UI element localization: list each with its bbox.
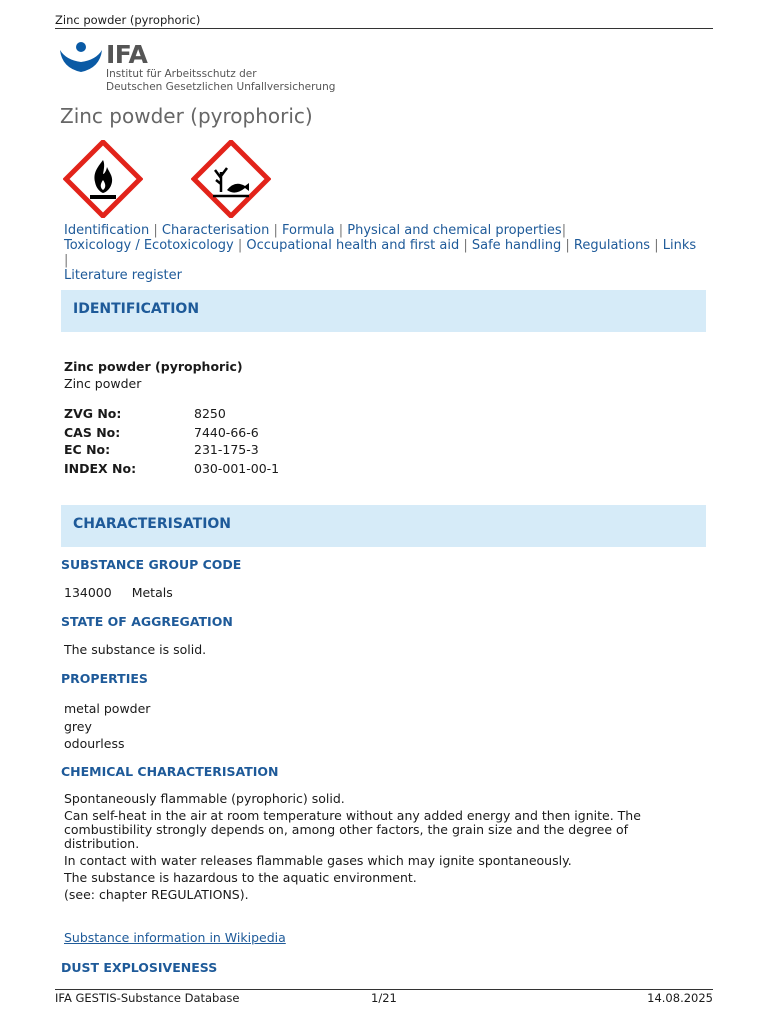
property-item: grey	[64, 718, 92, 734]
ifa-eagle-icon	[60, 42, 102, 76]
chemical-line: Spontaneously flammable (pyrophoric) solid.	[64, 791, 345, 806]
document-footer	[55, 989, 713, 1005]
chemical-characterisation-heading: CHEMICAL CHARACTERISATION	[61, 764, 279, 779]
wikipedia-link-row	[64, 931, 694, 945]
nav-link-regulations[interactable]: Regulations	[573, 238, 651, 253]
ec-value: 231-175-3	[194, 442, 259, 457]
logo-line-1: Institut für Arbeitsschutz der	[106, 68, 257, 80]
index-label: INDEX No:	[64, 461, 137, 476]
properties-heading: PROPERTIES	[61, 671, 148, 686]
substance-name: Zinc powder (pyrophoric)	[64, 359, 243, 374]
chemical-line: (see: chapter REGULATIONS).	[64, 887, 249, 902]
footer-database-name: IFA GESTIS-Substance Database	[55, 991, 240, 1005]
nav-link-toxicology[interactable]: Toxicology / Ecotoxicology	[64, 238, 234, 253]
zvg-label: ZVG No:	[64, 406, 122, 421]
nav-link-physical-properties[interactable]: Physical and chemical properties	[347, 223, 562, 238]
environment-ghs-icon	[191, 140, 271, 218]
chemical-line: In contact with water releases flammable gases which may ignite spontaneously.	[64, 853, 572, 868]
group-code-number: 134000	[64, 585, 112, 600]
chemical-line: The substance is hazardous to the aquatic environment.	[64, 870, 417, 885]
document-header-title: Zinc powder (pyrophoric)	[55, 13, 713, 29]
identification-section-header	[61, 290, 706, 332]
state-of-aggregation-heading: STATE OF AGGREGATION	[61, 614, 233, 629]
nav-link-occupational-health[interactable]: Occupational health and first aid	[246, 238, 460, 253]
ec-label: EC No:	[64, 442, 111, 457]
substance-synonym: Zinc powder	[64, 376, 142, 391]
dust-explosiveness-heading: DUST EXPLOSIVENESS	[61, 960, 218, 975]
substance-group-code-heading: SUBSTANCE GROUP CODE	[61, 557, 242, 572]
logo-wordmark: IFA	[106, 40, 148, 69]
flame-ghs-icon	[63, 140, 143, 218]
wikipedia-link[interactable]: Substance information in Wikipedia	[64, 930, 286, 945]
substance-group-code	[64, 586, 694, 600]
chemical-line: Can self-heat in the air at room temperature without any added energy and then ignite. The combustibility strongly depends on, among other factors, the grain size and the degree of distribution.	[64, 808, 641, 851]
property-item: metal powder	[64, 701, 151, 716]
chemical-characterisation-text	[64, 792, 664, 902]
index-value: 030-001-00-1	[194, 461, 280, 476]
cas-label: CAS No:	[64, 425, 121, 440]
logo-line-2: Deutschen Gesetzlichen Unfallversicherung	[106, 81, 336, 93]
characterisation-section-header	[61, 505, 706, 547]
state-of-aggregation-text: The substance is solid.	[64, 642, 207, 657]
footer-date: 14.08.2025	[647, 991, 713, 1005]
properties-list	[64, 700, 694, 753]
characterisation-heading: CHARACTERISATION	[73, 516, 232, 532]
page-title: Zinc powder (pyrophoric)	[60, 104, 313, 128]
group-code-name: Metals	[131, 585, 173, 600]
zvg-value: 8250	[194, 406, 226, 421]
cas-value: 7440-66-6	[194, 425, 259, 440]
ifa-logo	[60, 40, 340, 96]
footer-page-number: 1/21	[371, 991, 397, 1005]
identification-heading: IDENTIFICATION	[73, 301, 200, 317]
property-item: odourless	[64, 736, 125, 751]
section-navigation: Identification | Characterisation | Formula | Physical and chemical properties| Toxicology / Ecotoxicology | Occupational health and first aid | Safe handling | Regulations | Links | Literature register	[64, 223, 697, 283]
nav-link-characterisation[interactable]: Characterisation	[161, 223, 270, 238]
nav-link-literature-register[interactable]: Literature register	[64, 268, 182, 283]
nav-link-safe-handling[interactable]: Safe handling	[471, 238, 562, 253]
nav-link-formula[interactable]: Formula	[282, 223, 335, 238]
nav-link-links[interactable]: Links	[662, 238, 697, 253]
nav-link-identification[interactable]: Identification	[64, 223, 150, 238]
